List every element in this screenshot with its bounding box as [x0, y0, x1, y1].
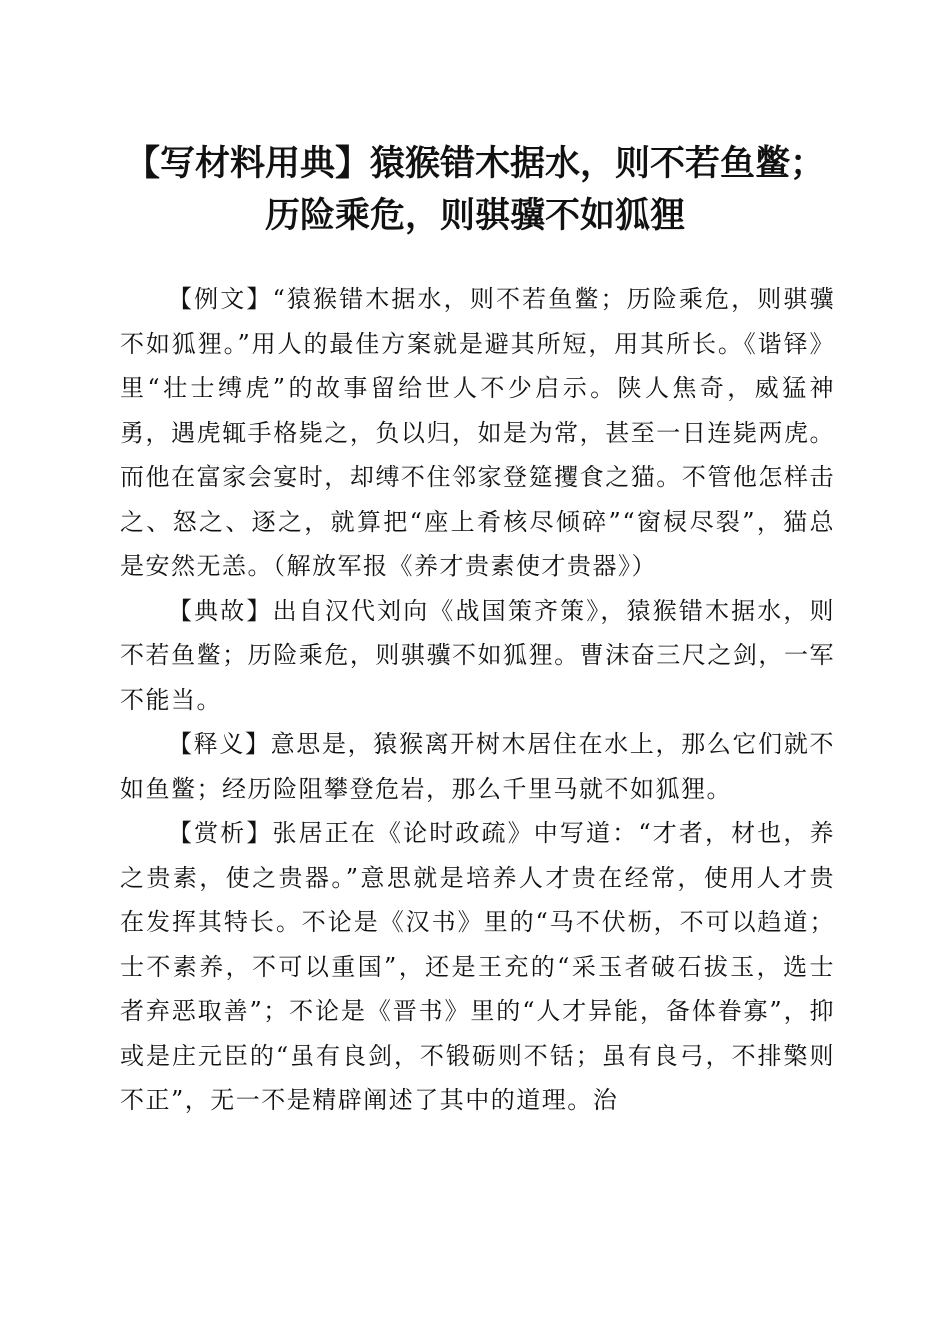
section-tag: 【典故】	[168, 596, 273, 625]
paragraph-meaning	[120, 722, 835, 811]
article-body	[120, 277, 835, 1123]
title-line-1: 【写材料用典】猿猴错木据水，则不若鱼鳖；	[124, 144, 825, 184]
section-tag: 【赏析】	[168, 819, 273, 847]
paragraph-example	[120, 277, 835, 589]
section-tag: 【释义】	[168, 730, 271, 758]
paragraph-text: 张居正在《论时政疏》中写道：“才者，材也，养之贵素，使之贵器。”意思就是培养人才贵在经常，使用人才贵在发挥其特长。不论是《汉书》里的“马不伏枥，不可以趋道；士不素养，不可以重国”，还是王充的“采玉者破石拔玉，选士者弃恶取善”；不论是《晋书》里的“人才异能，备体眷寡”，抑或是庄元臣的“虽有良剑，不锻砺则不铦；虽有良弓，不排檠则不正”，无一不是精辟阐述了其中的道理。治	[120, 819, 835, 1114]
paragraph-appreciation	[120, 811, 835, 1123]
title-line-2: 历险乘危，则骐骥不如狐狸	[264, 196, 685, 236]
paragraph-text: 意思是，猿猴离开树木居住在水上，那么它们就不如鱼鳖；经历险阻攀登危岩，那么千里马就不如狐狸。	[120, 730, 835, 803]
page-title	[100, 138, 850, 242]
paragraph-allusion	[120, 589, 835, 723]
paragraph-text: “猿猴错木据水，则不若鱼鳖；历险乘危，则骐骥不如狐狸。”用人的最佳方案就是避其所短，用其所长。《谐铎》里“壮士缚虎”的故事留给世人不少启示。陕人焦奇，威猛神勇，遇虎辄手格毙之，负以归，如是为常，甚至一日连毙两虎。而他在富家会宴时，却缚不住邻家登筵攫食之猫。不管他怎样击之、怒之、逐之，就算把“座上肴核尽倾碎”“窗棂尽裂”，猫总是安然无恙。（解放军报《养才贵素使才贵器》）	[120, 285, 835, 580]
paragraph-text: 出自汉代刘向《战国策齐策》，猿猴错木据水，则不若鱼鳖；历险乘危，则骐骥不如狐狸。曹沫奋三尺之剑，一军不能当。	[120, 596, 836, 714]
section-tag: 【例文】	[168, 285, 273, 313]
